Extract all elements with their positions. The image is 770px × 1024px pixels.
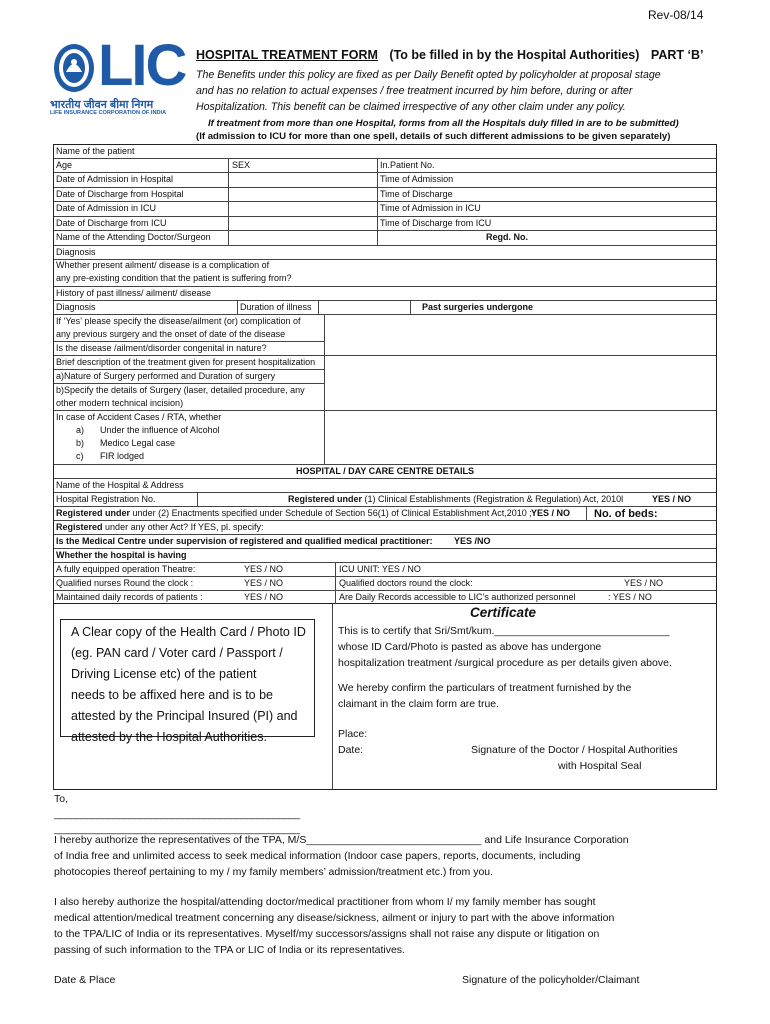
registered-other: under any other Act? If YES, pl. specify: — [105, 522, 264, 532]
treatment-desc-1: Brief description of the treatment given for present hospitalization — [56, 357, 316, 367]
hospital-seal-label: with Hospital Seal — [558, 760, 642, 772]
attending-doctor-label: Name of the Attending Doctor/Surgeon — [56, 232, 211, 242]
hospital-reg-label: Hospital Registration No. — [56, 494, 156, 504]
registered-under-2: under (2) Enactments specified under Schedule of Section 56(1) of Clinical Establishment Act,2010 ; — [132, 508, 532, 518]
accident-item-a-mark: a) — [76, 425, 85, 435]
facility-nurses-yn: YES / NO — [244, 578, 284, 588]
certificate-text: This is to certify that Sri/Smt/kum.______________________________ whose ID Card/Photo is pasted as above has undergone hospitalization treatment /surgical procedure as per details given above. — [338, 625, 672, 669]
page-title: HOSPITAL TREATMENT FORM (To be filled in by the Hospital Authorities) PART ‘B’ — [196, 48, 704, 62]
if-yes-line-1: If ‘Yes’ please specify the disease/ailment (or) complication of — [56, 316, 301, 326]
facility-nurses-label: Qualified nurses Round the clock : — [56, 578, 194, 588]
treatment-desc-3: b)Specify the details of Surgery (laser, detailed procedure, any — [56, 385, 305, 395]
multi-hospital-note: If treatment from more than one Hospital, forms from all the Hospitals duly filled in are to be submitted) — [208, 118, 679, 129]
registered-under-2-yn: YES / NO — [531, 508, 571, 518]
registered-under-bold: Registered under — [288, 494, 363, 504]
complication-question-1: Whether present ailment/ disease is a complication of — [56, 260, 270, 270]
treatment-desc-4: other modern technical incision) — [56, 398, 184, 408]
time-admission-label: Time of Admission — [380, 174, 454, 184]
doa-hospital-label: Date of Admission in Hospital — [56, 174, 174, 184]
time-discharge-icu-label: Time of Discharge from ICU — [380, 218, 492, 228]
hospital-treatment-form — [53, 144, 717, 604]
benefit-note: The Benefits under this policy are fixed as per Daily Benefit opted by policyholder at proposal stage and has no relation to actual expenses / free treatment incurred by him before, during or after Hospitalization. This benefit can be claimed irrespective of any other claim under any policy. — [196, 69, 661, 113]
doa-icu-label: Date of Admission in ICU — [56, 203, 157, 213]
registered-under-2-bold: Registered under — [56, 508, 131, 518]
authorization-paragraph-1: I hereby authorize the representatives of the TPA, M/S______________________________ and Life Insurance Corporation of India free and unlimited access to seek medical information (Indoor case papers, reports, documents, including photocopies thereof pertaining to my / my family members’ admission/treatment etc.) from you. — [54, 834, 629, 878]
hospital-section-heading: HOSPITAL / DAY CARE CENTRE DETAILS — [295, 466, 475, 476]
date-place-label: Date & Place — [54, 974, 116, 986]
certificate-confirm: We hereby confirm the particulars of treatment furnished by the claimant in the claim form are true. — [338, 682, 632, 710]
claimant-signature-label: Signature of the policyholder/Claimant — [462, 974, 640, 986]
medical-centre-question: Is the Medical Centre under supervision of registered and qualified medical practitioner: — [56, 536, 433, 546]
treatment-desc-2: a)Nature of Surgery performed and Duration of surgery — [56, 371, 276, 381]
complication-question-2: any pre-existing condition that the patient is suffering from? — [56, 273, 292, 283]
facility-doctors-label: Qualified doctors round the clock: — [339, 578, 473, 588]
certificate-title: Certificate — [470, 605, 537, 620]
registered-under-1-yn: YES / NO — [652, 494, 692, 504]
lic-logo — [50, 33, 190, 116]
dod-hospital-label: Date of Discharge from Hospital — [56, 189, 184, 199]
medical-centre-yn: YES /NO — [454, 536, 491, 546]
address-line-1: ______________________________________________ — [54, 808, 300, 820]
facility-records-yn: YES / NO — [244, 592, 284, 602]
diagnosis-label: Diagnosis — [56, 247, 96, 257]
accident-item-a: Under the influence of Alcohol — [100, 425, 220, 435]
registered-other-bold: Registered — [56, 522, 103, 532]
history-diagnosis-label: Diagnosis — [56, 302, 96, 312]
certificate-place: Place: — [338, 728, 368, 740]
age-label: Age — [56, 160, 73, 170]
no-of-beds-label: No. of beds: — [594, 508, 658, 520]
patient-name-label: Name of the patient — [56, 146, 135, 156]
sex-label: SEX — [232, 160, 251, 170]
time-discharge-label: Time of Discharge — [380, 189, 453, 199]
dod-icu-label: Date of Discharge from ICU — [56, 218, 167, 228]
logo-text: LIC — [98, 33, 186, 98]
photo-id-box: A Clear copy of the Health Card / Photo ID (eg. PAN card / Voter card / Passport / Driving License etc) of the patient needs to be affixed here and is to be attested by the Principal Insured (PI) and attested by the Hospital Authorities. — [60, 619, 315, 737]
hospital-name-label: Name of the Hospital & Address — [56, 480, 184, 490]
facility-lic-access-yn: : YES / NO — [608, 592, 652, 602]
authorization-paragraph-2: I also hereby authorize the hospital/attending doctor/medical practitioner from whom I/ my family member has sought medical attention/medical treatment concerning any disease/sickness, ailment or injury to part with the above information to the TPA/LIC of India or its representatives. Myself/my successors/assigns shall not raise any dispute or litigation on passing of such information to the TPA or LIC of India or its representatives. — [54, 896, 615, 956]
logo-hindi-text: भारतीय जीवन बीमा निगम — [50, 99, 154, 111]
lic-emblem-icon — [52, 42, 96, 94]
regd-no-label: Regd. No. — [486, 232, 528, 242]
address-line-2: ______________________________________________ — [54, 823, 300, 835]
congenital-question: Is the disease /ailment/disorder congenital in nature? — [56, 343, 267, 353]
facility-ot-label: A fully equipped operation Theatre: — [56, 564, 196, 574]
accident-item-c: FIR lodged — [100, 451, 145, 461]
accident-item-b-mark: b) — [76, 438, 85, 448]
if-yes-line-2: any previous surgery and the onset of date of the disease — [56, 329, 286, 339]
doctor-signature-label: Signature of the Doctor / Hospital Authorities — [471, 744, 678, 756]
accident-item-c-mark: c) — [76, 451, 84, 461]
whether-hospital-label: Whether the hospital is having — [56, 550, 187, 560]
time-admission-icu-label: Time of Admission in ICU — [380, 203, 481, 213]
past-surgeries-label: Past surgeries undergone — [422, 302, 534, 312]
registered-under-1: (1) Clinical Establishments (Registration & Regulation) Act, 2010l — [364, 494, 624, 504]
revision-number: Rev-08/14 — [648, 8, 704, 22]
icu-spell-note: (If admission to ICU for more than one spell, details of such different admissions to be given separately) — [196, 131, 671, 142]
logo-english-text: LIFE INSURANCE CORPORATION OF INDIA — [50, 110, 167, 116]
to-label: To, — [54, 793, 69, 805]
facility-doctors-yn: YES / NO — [624, 578, 664, 588]
facility-lic-access-label: Are Daily Records accessible to LIC’s authorized personnel — [339, 592, 576, 602]
certificate-date: Date: — [338, 744, 364, 756]
facility-icu-label: ICU UNIT: YES / NO — [339, 564, 421, 574]
history-label: History of past illness/ ailment/ disease — [56, 288, 212, 298]
inpatient-no-label: In.Patient No. — [380, 160, 435, 170]
accident-item-b: Medico Legal case — [100, 438, 176, 448]
accident-heading: In case of Accident Cases / RTA, whether — [56, 412, 222, 422]
facility-records-label: Maintained daily records of patients : — [56, 592, 203, 602]
facility-ot-yn: YES / NO — [244, 564, 284, 574]
duration-illness-label: Duration of illness — [240, 302, 312, 312]
